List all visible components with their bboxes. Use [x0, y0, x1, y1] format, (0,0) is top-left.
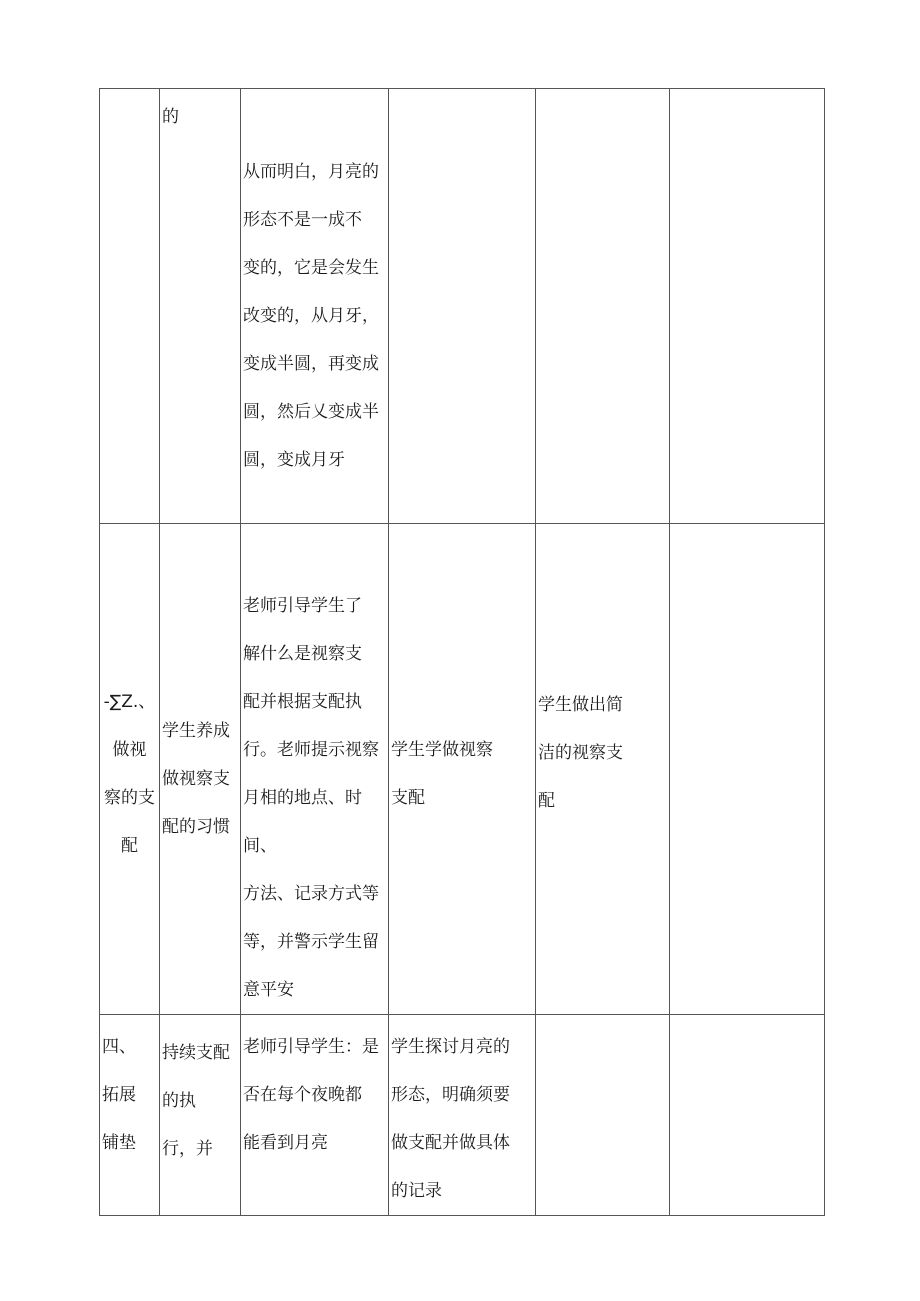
outcome-cell	[536, 1015, 670, 1216]
student-activity-cell	[389, 524, 536, 1015]
student-activity-cell	[389, 89, 536, 524]
outcome-cell	[536, 89, 670, 524]
goal-text: 学生养成 做视察支 配的习惯	[162, 721, 230, 837]
student-activity-cell	[389, 1015, 536, 1216]
teacher-activity-cell	[241, 524, 389, 1015]
outcome-text	[536, 1015, 669, 1023]
notes-cell	[670, 89, 825, 524]
goal-cell	[160, 524, 241, 1015]
teacher-activity-cell	[241, 1015, 389, 1216]
table-row	[100, 1015, 825, 1216]
outcome-cell	[536, 524, 670, 1015]
goal-text: 持续支配 的执 行，并	[162, 1043, 230, 1159]
goal-cell	[160, 89, 241, 524]
notes-text	[670, 1015, 824, 1023]
notes-cell	[670, 524, 825, 1015]
teacher-activity-text: 从而明白，月亮的 形态不是一成不 变的，它是会发生 改变的，从月牙， 变成半圆，再变成 圆，然后乂变成半 圆，变成月牙	[243, 162, 379, 470]
teacher-activity-cell	[241, 89, 389, 524]
stage-cell	[100, 524, 160, 1015]
outcome-text: 学生做出简 洁的视察支 配	[538, 695, 623, 811]
table-row	[100, 524, 825, 1015]
stage-text: 四、 拓展 铺垫	[102, 1037, 136, 1153]
stage-text: -∑Z.、 做视 察的支 配	[103, 692, 156, 856]
stage-cell	[100, 89, 160, 524]
goal-cell	[160, 1015, 241, 1216]
lesson-plan-table	[99, 88, 825, 1216]
stage-cell	[100, 1015, 160, 1216]
student-activity-text: 学生探讨月亮的 形态，明确须要 做支配并做具体 的记录	[391, 1037, 510, 1201]
student-activity-text: 学生学做视察 支配	[391, 740, 493, 808]
teacher-activity-text: 老师引导学生了 解什么是视察支 配并根据支配执 行。老师提示视察 月相的地点、时间、 方法、记录方式等 等，并警示学生留 意平安	[243, 596, 379, 1000]
table-row	[100, 89, 825, 524]
teacher-activity-text: 老师引导学生：是 否在每个夜晚都 能看到月亮	[243, 1037, 379, 1153]
notes-cell	[670, 1015, 825, 1216]
goal-text: 的	[162, 107, 179, 127]
